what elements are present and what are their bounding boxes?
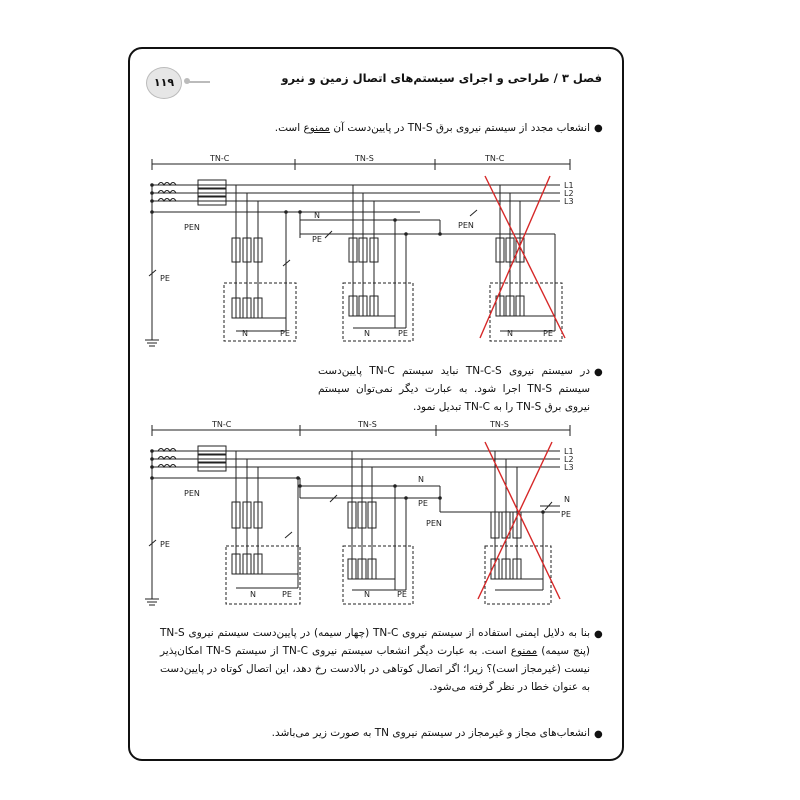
- page-number: ۱۱۹: [146, 67, 182, 99]
- d1-line-2: L2: [564, 189, 574, 198]
- d2-n-right: N: [564, 495, 570, 504]
- d2-pe-left: PE: [160, 540, 170, 549]
- d2-pen-mid: PEN: [426, 519, 442, 528]
- d1-line-3: L3: [564, 197, 574, 206]
- d1-pe-mid: PE: [312, 235, 322, 244]
- d1-pe-load1: PE: [280, 329, 290, 338]
- d2-section-3: TN-S: [490, 420, 509, 429]
- d1-n-load2: N: [364, 329, 370, 338]
- chapter-title: فصل ۳ / طراحی و اجرای سیستم‌های اتصال زمین و نیرو: [281, 71, 602, 85]
- d1-n-mid: N: [314, 211, 320, 220]
- d2-line-2: L2: [564, 455, 574, 464]
- d1-section-3: TN-C: [485, 154, 505, 163]
- bullet-1-emphasis: ممنوع: [303, 122, 331, 134]
- d1-pen-left: PEN: [184, 223, 200, 232]
- d1-pe-left: PE: [160, 274, 170, 283]
- d2-n-top: N: [418, 475, 424, 484]
- diagram-1: [140, 148, 590, 353]
- d2-line-1: L1: [564, 447, 574, 456]
- d2-section-2: TN-S: [358, 420, 377, 429]
- page-header: [130, 67, 622, 93]
- d2-pe-top: PE: [418, 499, 428, 508]
- d1-pe-load2: PE: [398, 329, 408, 338]
- bullet-1-part-a: انشعاب مجدد از سیستم نیروی برق TN-S در پایین‌دست آن: [330, 122, 590, 134]
- bullet-dot: ●: [594, 729, 603, 740]
- d1-section-1: TN-C: [210, 154, 230, 163]
- bullet-3-emphasis: ممنوع: [510, 645, 538, 657]
- bullet-2-text: در سیستم نیروی TN-C-S نباید سیستم TN-C پایین‌دست سیستم TN-S اجرا شود. به عبارت دیگر نمی‌توان سیستم نیروی برق TN-S را به TN-C تبدیل نمود.: [318, 365, 591, 413]
- bullet-1-part-b: است.: [274, 122, 304, 134]
- d1-n-load1: N: [242, 329, 248, 338]
- d1-section-2: TN-S: [355, 154, 374, 163]
- d2-pe-load1: PE: [282, 590, 292, 599]
- d2-pe-load2: PE: [397, 590, 407, 599]
- d2-pe-right: PE: [561, 510, 571, 519]
- header-rule: [186, 81, 210, 83]
- d1-line-1: L1: [564, 181, 574, 190]
- diagram-2: [140, 414, 590, 614]
- bullet-dot: ●: [594, 629, 603, 640]
- bullet-dot: ●: [594, 367, 603, 378]
- d1-pe-load3: PE: [543, 329, 553, 338]
- bullet-1-text: [160, 119, 590, 137]
- bullet-3-part-b: است. به عبارت دیگر انشعاب سیستم نیروی TN-C از سیستم TN-S امکان‌پذیر نیست (غیرمجاز است)؟ زیرا؛ اگر اتصال کوتاهی در بالادست رخ دهد، این اتصال کوتاه در پایین‌دست به عنوان خطا در نظر گرفته می‌شود.: [160, 645, 590, 693]
- d2-n-load1: N: [250, 590, 256, 599]
- d1-pen-right: PEN: [458, 221, 474, 230]
- bullet-3-text: [160, 624, 590, 696]
- bullet-4-text: انشعاب‌های مجاز و غیرمجاز در سیستم نیروی TN به صورت زیر می‌باشد.: [271, 727, 590, 739]
- bullet-3-part-a: بنا به دلایل ایمنی استفاده از سیستم نیروی TN-C (چهار سیمه) در پایین‌دست سیستم نیروی TN-S (پنج سیمه): [160, 627, 591, 657]
- bullet-dot: ●: [594, 123, 603, 134]
- d2-n-load2: N: [364, 590, 370, 599]
- d2-line-3: L3: [564, 463, 574, 472]
- d2-section-1: TN-C: [212, 420, 232, 429]
- d1-n-load3: N: [507, 329, 513, 338]
- d2-pen-left: PEN: [184, 489, 200, 498]
